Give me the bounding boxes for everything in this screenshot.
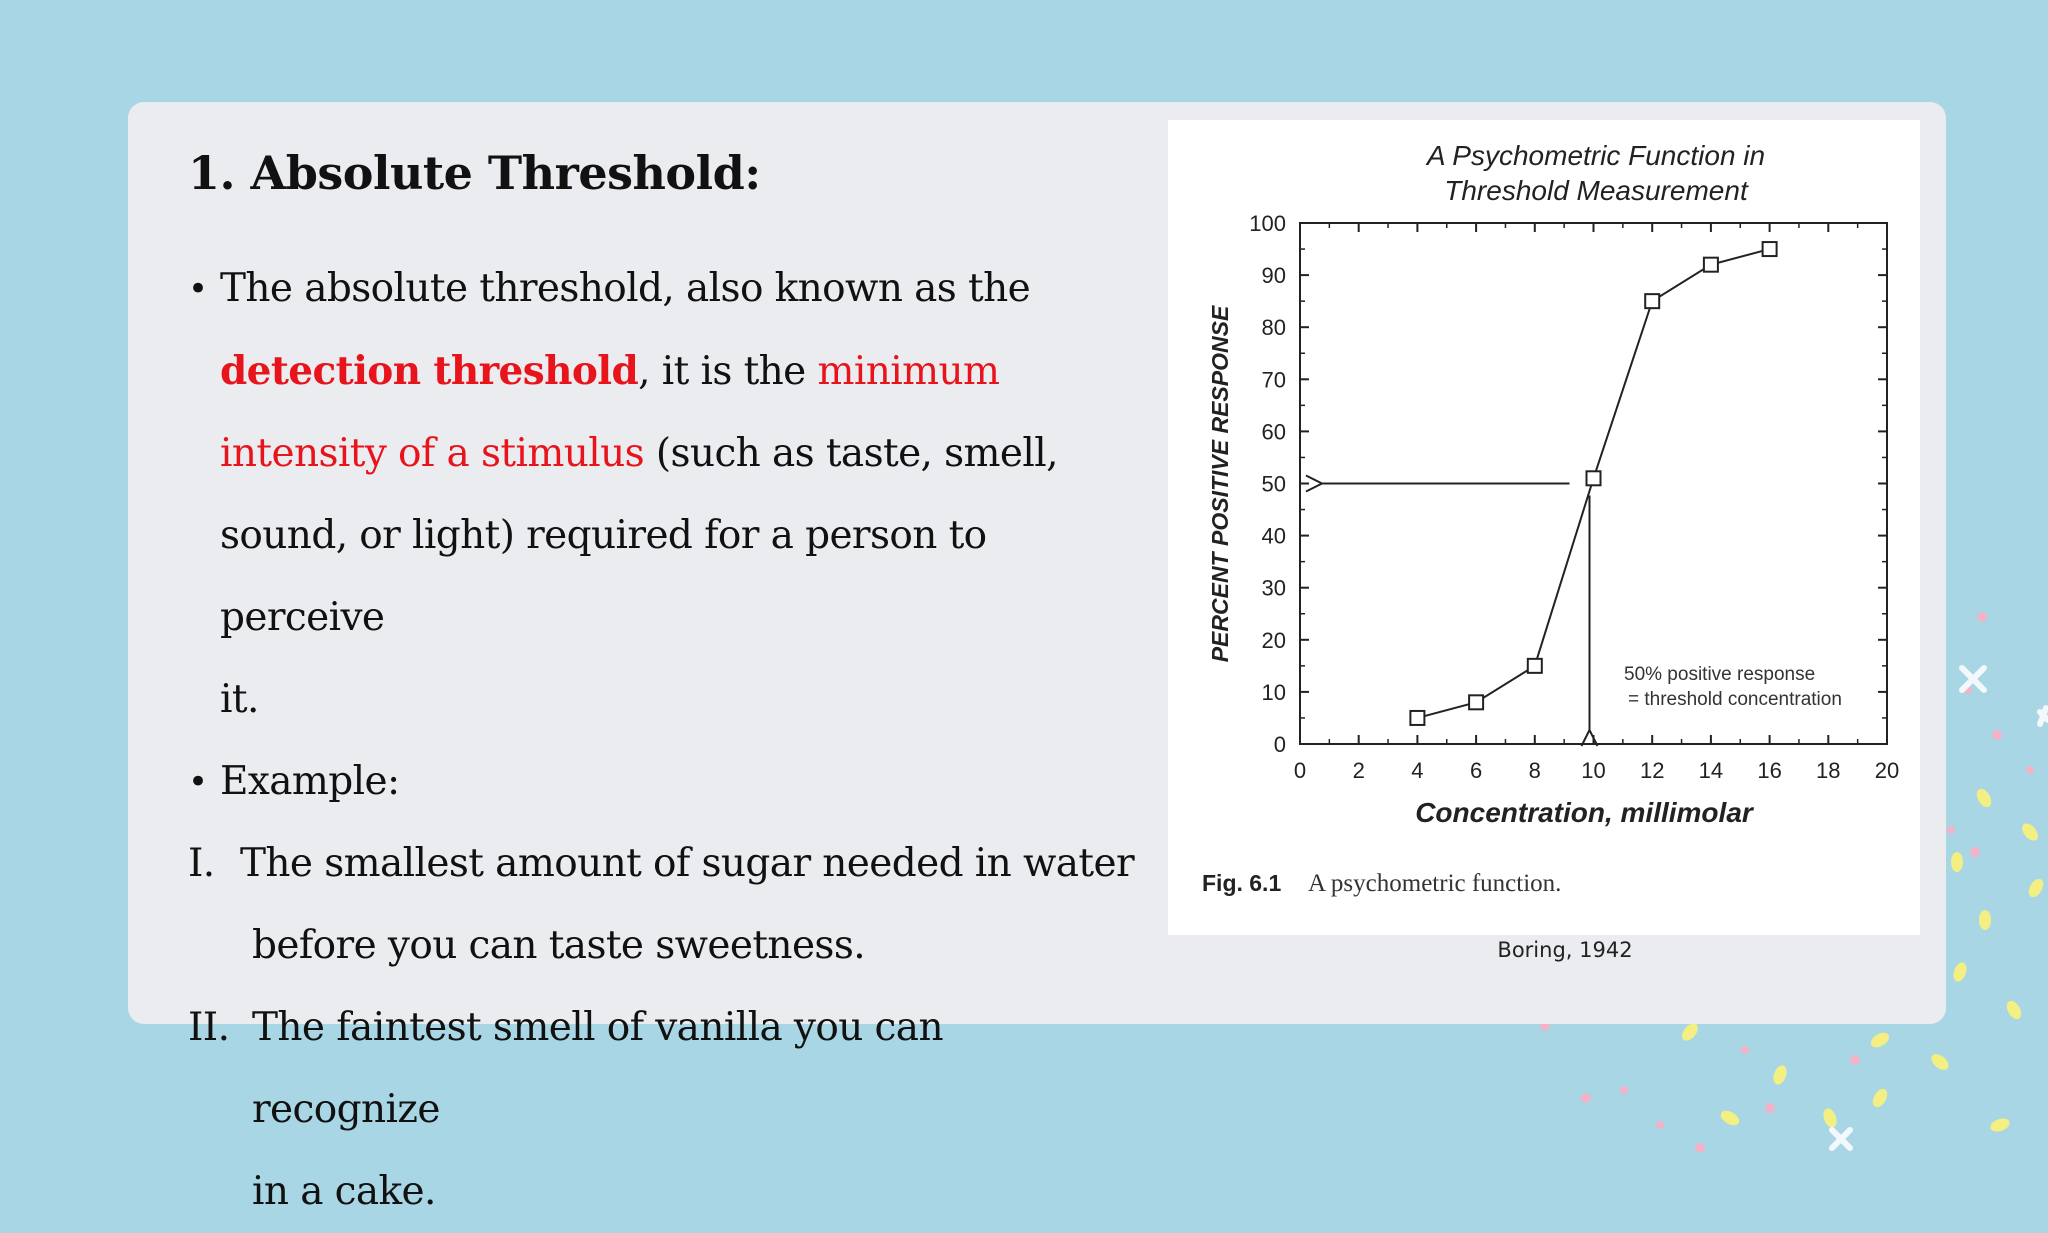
example-marker: I. — [188, 841, 215, 886]
definition-text-5: it. — [220, 677, 259, 722]
figure-caption-text: A psychometric function. — [1308, 870, 1562, 897]
psychometric-chart — [1168, 120, 1920, 935]
x-axis-label: Concentration, millimolar — [1415, 797, 1753, 828]
bullet-example — [188, 741, 1138, 823]
definition-text-3: (such as taste, smell, — [655, 431, 1058, 476]
data-point — [1410, 711, 1424, 725]
definition-text-1: The absolute threshold, also known as the — [220, 266, 1031, 311]
y-tick-label: 100 — [1249, 211, 1286, 236]
data-point — [1763, 242, 1777, 256]
y-tick-label: 30 — [1261, 575, 1286, 601]
data-point — [1704, 258, 1718, 272]
x-tick-label: 8 — [1528, 758, 1541, 783]
slide-title: 1. Absolute Threshold: — [188, 146, 761, 200]
data-point — [1528, 659, 1542, 673]
psychometric-figure — [1168, 120, 1920, 935]
definition-text-2: , it is the — [638, 349, 806, 394]
y-tick-label: 80 — [1261, 315, 1286, 341]
source-citation: Boring, 1942 — [1497, 938, 1633, 962]
definition-text-4: sound, or light) required for a person to perceive — [220, 513, 987, 640]
chart-title-line2: Threshold Measurement — [1444, 175, 1748, 206]
example-item-2 — [188, 987, 1138, 1233]
y-tick-label: 0 — [1273, 732, 1286, 757]
example-line: The smallest amount of sugar needed in water — [240, 841, 1134, 886]
x-tick-label: 18 — [1816, 758, 1841, 783]
definition-highlight-b: intensity of a stimulus — [220, 431, 645, 476]
y-tick-label: 90 — [1261, 263, 1286, 289]
x-tick-label: 6 — [1469, 758, 1483, 783]
example-item-1 — [188, 823, 1138, 987]
figure-caption-label: Fig. 6.1 — [1202, 870, 1282, 896]
example-line: in a cake. — [252, 1169, 436, 1214]
example-marker: II. — [188, 1005, 230, 1050]
annotation-line1: 50% positive response — [1624, 664, 1816, 685]
x-tick-label: 12 — [1639, 758, 1665, 783]
example-heading: Example: — [220, 759, 400, 804]
y-tick-label: 10 — [1261, 679, 1286, 705]
x-tick-label: 20 — [1874, 758, 1900, 783]
slide-body — [188, 248, 1138, 1233]
example-line: before you can taste sweetness. — [252, 923, 866, 968]
data-point — [1587, 471, 1601, 485]
x-tick-label: 0 — [1293, 758, 1307, 783]
chart-title-line1: A Psychometric Function in — [1426, 140, 1766, 171]
data-point — [1469, 695, 1483, 709]
x-tick-label: 2 — [1352, 758, 1365, 783]
y-tick-label: 60 — [1261, 419, 1286, 445]
y-tick-label: 40 — [1261, 523, 1286, 549]
x-tick-label: 16 — [1757, 758, 1782, 783]
x-tick-label: 14 — [1698, 758, 1724, 783]
y-tick-label: 20 — [1261, 627, 1286, 653]
x-tick-label: 4 — [1411, 758, 1424, 783]
data-point — [1645, 294, 1659, 308]
bullet-dot-icon: • — [188, 269, 208, 309]
y-tick-label: 70 — [1261, 367, 1286, 393]
bullet-dot-icon: • — [188, 762, 208, 802]
bullet-definition — [188, 248, 1138, 741]
y-tick-label: 50 — [1261, 471, 1286, 497]
example-line: The faintest smell of vanilla you can recognize — [252, 1005, 943, 1132]
definition-highlight-a: minimum — [817, 349, 1000, 394]
annotation-line2: = threshold concentration — [1628, 689, 1842, 710]
y-axis-label: PERCENT POSITIVE RESPONSE — [1207, 305, 1233, 663]
definition-term: detection threshold — [220, 348, 639, 394]
x-tick-label: 10 — [1581, 758, 1606, 783]
